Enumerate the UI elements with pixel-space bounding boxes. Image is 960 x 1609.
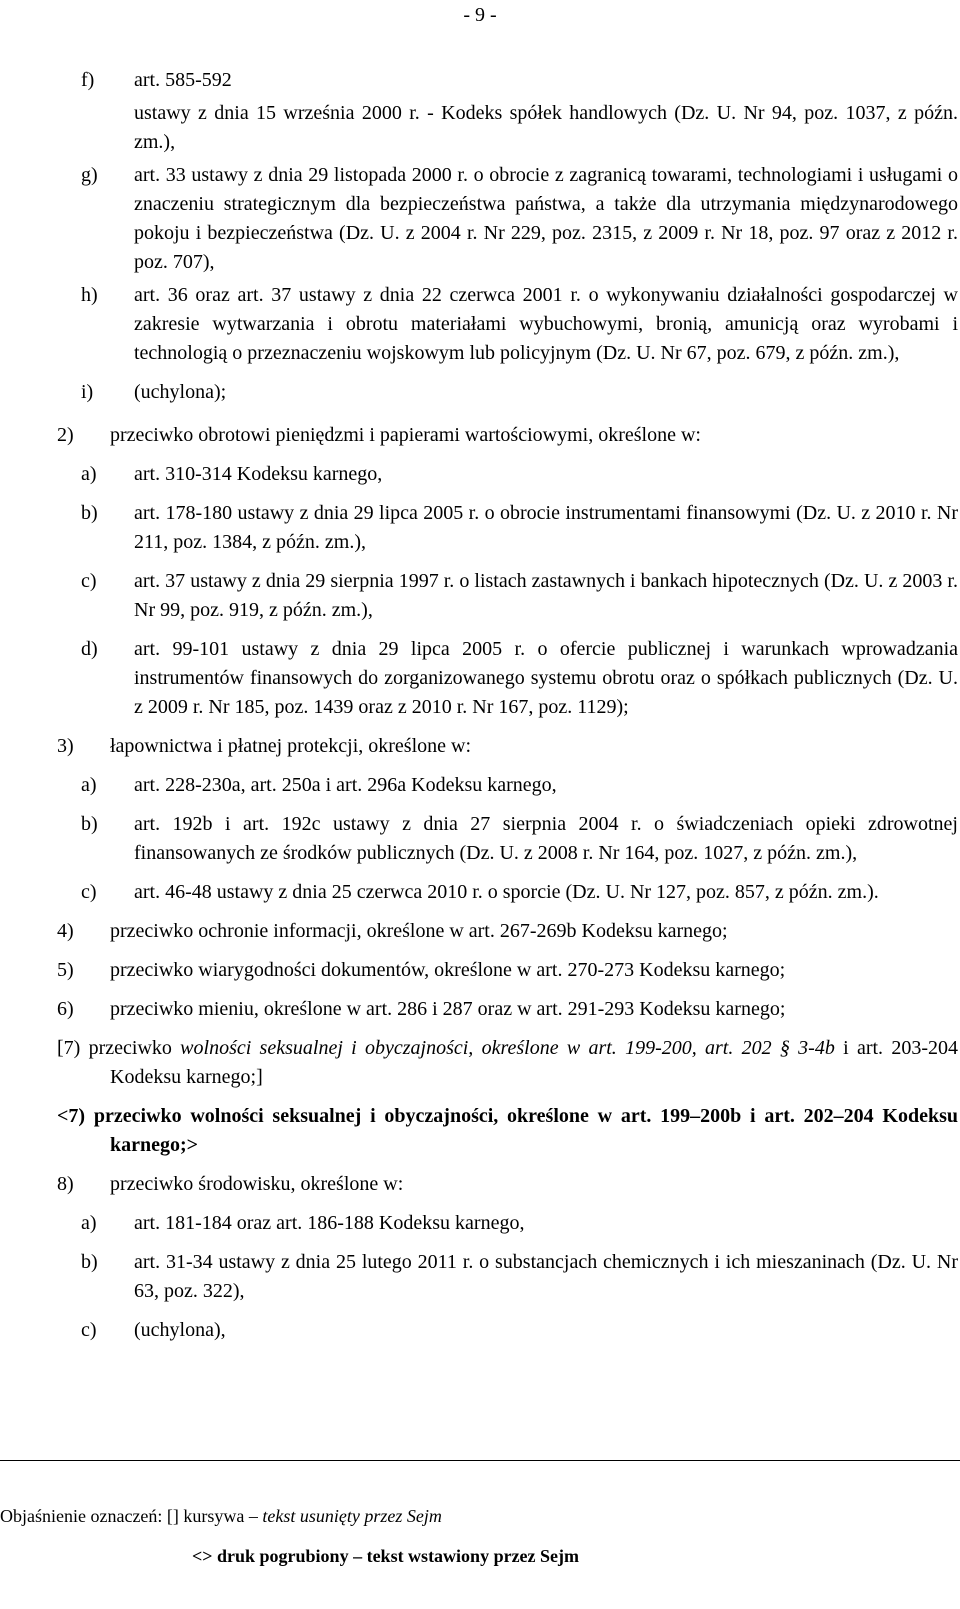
item-label: a) [81,774,97,796]
document-body [57,66,958,1345]
item-label: 8) [57,1173,74,1195]
item-label: c) [81,881,97,903]
item-text: ustawy z dnia 15 września 2000 r. - Kodeks spółek handlowych (Dz. U. Nr 94, poz. 1037, z późn. zm.), [134,102,958,153]
list-item-8b [81,1248,958,1306]
item-text: przeciwko środowisku, określone w: [110,1173,404,1195]
list-item-h [81,281,958,368]
legend-line-2: <> druk pogrubiony – tekst wstawiony przez Sejm [192,1546,580,1566]
item-label: b) [81,813,98,835]
page-number: - 9 - [463,4,497,26]
item-text: przeciwko mieniu, określone w art. 286 i 287 oraz w art. 291-293 Kodeksu karnego; [110,998,786,1020]
item-label: g) [81,164,98,186]
item-text: łapownictwa i płatnej protekcji, określone w: [110,735,472,757]
item-label: a) [81,463,97,485]
list-item-2b [81,499,958,557]
item-text: art. 181-184 oraz art. 186-188 Kodeksu karnego, [134,1212,525,1234]
legend-line-1 [0,1505,442,1527]
legend-italic: tekst usunięty przez Sejm [262,1506,442,1526]
item-label: 4) [57,920,74,942]
list-item-3a [81,771,958,800]
item-label: h) [81,284,98,306]
item-text: przeciwko ochronie informacji, określone w art. 267-269b Kodeksu karnego; [110,920,728,942]
item-label: b) [81,502,98,524]
list-item-i [81,378,958,407]
list-item-4 [57,917,958,946]
inserted-text: <7) przeciwko wolności seksualnej i obyczajności, określone w art. 199–200b i art. 202–204 Kodeksu karnego;> [57,1105,958,1156]
list-item-5 [57,956,958,985]
list-item-3c [81,878,958,907]
deleted-text: wolności seksualnej i obyczajności, określone w art. 199-200, art. 202 § 3-4b [180,1037,835,1059]
deleted-prefix: [7) przeciwko [57,1037,181,1059]
list-item-8a [81,1209,958,1238]
list-item-2a [81,460,958,489]
item-text: art. 228-230a, art. 250a i art. 296a Kodeksu karnego, [134,774,557,796]
item-text: art. 33 ustawy z dnia 29 listopada 2000 r. o obrocie z zagranicą towarami, technologiami i usługami o znaczeniu strategicznym dla bezpieczeństwa państwa, a także dla utrzymania międzynarodowego pokoju i bezpieczeństwa (Dz. U. z 2004 r. Nr 229, poz. 2315, z 2009 r. Nr 18, poz. 97 oraz z 2012 r. poz. 707), [134,164,958,273]
item-text: art. 37 ustawy z dnia 29 sierpnia 1997 r. o listach zastawnych i bankach hipotecznych (Dz. U. z 2003 r. Nr 99, poz. 919, z późn. zm.), [134,570,958,621]
item-label: 2) [57,424,74,446]
item-text: (uchylona), [134,1319,226,1341]
item-label: f) [81,69,95,91]
item-text: art. 31-34 ustawy z dnia 25 lutego 2011 r. o substancjach chemicznych i ich mieszaninach (Dz. U. Nr 63, poz. 322), [134,1251,958,1302]
item-text: art. 310-314 Kodeksu karnego, [134,463,383,485]
item-label: 3) [57,735,74,757]
item-label: 6) [57,998,74,1020]
list-item-6 [57,995,958,1024]
item-text: przeciwko wiarygodności dokumentów, określone w art. 270-273 Kodeksu karnego; [110,959,786,981]
list-item-2c [81,567,958,625]
item-label: c) [81,570,97,592]
list-item-f [81,66,958,95]
list-item-8 [57,1170,958,1199]
footer-divider [0,1460,960,1461]
item-title: art. 585-592 [134,69,232,91]
item-text: przeciwko obrotowi pieniędzmi i papierami wartościowymi, określone w: [110,424,701,446]
item-label: c) [81,1319,97,1341]
list-item-3b [81,810,958,868]
deleted-suffix: i art. 203-204 Kodeksu karnego;] [110,1037,958,1088]
item-text: art. 178-180 ustawy z dnia 29 lipca 2005 r. o obrocie instrumentami finansowymi (Dz. U. z 2010 r. Nr 211, poz. 1384, z późn. zm.), [134,502,958,553]
item-text: art. 99-101 ustawy z dnia 29 lipca 2005 r. o ofercie publicznej i warunkach wprowadzania instrumentów finansowych do zorganizowanego systemu obrotu oraz o spółkach publicznych (Dz. U. z 2009 r. Nr 185, poz. 1439 oraz z 2010 r. Nr 167, poz. 1129); [134,638,958,718]
item-label: 5) [57,959,74,981]
item-text: (uchylona); [134,381,227,403]
list-item-8c [81,1316,958,1345]
list-item-2d [81,635,958,722]
item-label: b) [81,1251,98,1273]
list-item-2 [57,421,958,450]
list-item-7-inserted [57,1102,958,1160]
item-label: i) [81,381,94,403]
legend-prefix: Objaśnienie oznaczeń: [] kursywa – [0,1506,263,1526]
item-text: art. 192b i art. 192c ustawy z dnia 27 sierpnia 2004 r. o świadczeniach opieki zdrowotnej finansowanych ze środków publicznych (Dz. U. z 2008 r. Nr 164, poz. 1027, z późn. zm.), [134,813,958,864]
list-item-7-deleted [57,1034,958,1092]
list-item-3 [57,732,958,761]
list-item-g [81,161,958,277]
item-label: d) [81,638,98,660]
item-text: art. 36 oraz art. 37 ustawy z dnia 22 czerwca 2001 r. o wykonywaniu działalności gospodarczej w zakresie wytwarzania i obrotu materiałami wybuchowymi, bronią, amunicją oraz wyrobami i technologią o przeznaczeniu wojskowym lub policyjnym (Dz. U. Nr 67, poz. 679, z późn. zm.), [134,284,958,364]
item-f-text [81,99,958,157]
item-text: art. 46-48 ustawy z dnia 25 czerwca 2010 r. o sporcie (Dz. U. Nr 127, poz. 857, z późn. zm.). [134,881,879,903]
item-label: a) [81,1212,97,1234]
